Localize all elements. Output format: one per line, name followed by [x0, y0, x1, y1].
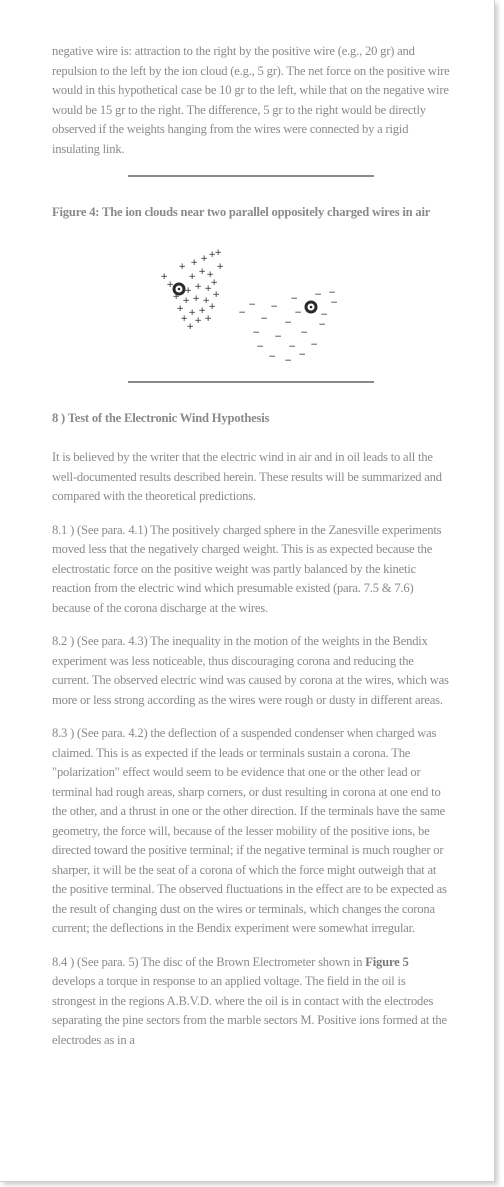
figure-5-reference: Figure 5 [365, 954, 409, 969]
negative-ion: − [298, 349, 306, 360]
paragraph-8-4-start: 8.4 ) (See para. 5) The disc of the Brown Electrometer shown in [52, 954, 366, 969]
positive-ion: + [188, 271, 196, 282]
negative-ion: − [238, 307, 246, 318]
figure-caption: Figure 4: The ion clouds near two parallel oppositely charged wires in air [52, 205, 431, 219]
positive-ion: + [172, 291, 180, 302]
negative-ion: − [294, 307, 302, 318]
negative-ion: − [252, 327, 260, 338]
positive-wire [174, 284, 184, 294]
positive-ion: + [214, 247, 222, 258]
positive-ion: + [160, 271, 168, 282]
positive-ion: + [208, 301, 216, 312]
ion-cloud-diagram [52, 229, 452, 379]
positive-ion: + [176, 303, 184, 314]
negative-ion: − [320, 309, 328, 320]
paragraph-8-3: 8.3 ) (See para. 4.2) the deflection of a suspended condenser when charged was claimed. This is as expected if the leads or terminals sustain a corona. The "polarization" effect would seem to be evidence that one or the other lead or terminal had rough areas, sharp corners, or dust resulting in corona at one end to the other, and a thrust in one or the other direction. If the terminals have the same geometry, the force will, because of the lesser mobility of the positive ions, be directed toward the positive terminal; if the negative terminal is much rougher or sharper, it will be the seat of a corona of which the force might outweigh that at the positive terminal. The observed fluctuations in the effect are to be expected as the result of changing dust on the wires or terminals, which changes the corona current; the deflections in the Bendix experiment were somewhat irregular. [52, 726, 447, 935]
paragraph-8-4 [52, 953, 452, 1051]
positive-ion: + [210, 277, 218, 288]
positive-ion: + [202, 295, 210, 306]
negative-ion: − [300, 327, 308, 338]
positive-ion: + [190, 257, 198, 268]
positive-ion: + [178, 261, 186, 272]
positive-ion: + [180, 313, 188, 324]
positive-ion: + [212, 289, 220, 300]
positive-ion: + [216, 261, 224, 272]
negative-ion: − [256, 341, 264, 352]
paragraph-8-2: 8.2 ) (See para. 4.3) The inequality in the motion of the weights in the Bendix experiment was less noticeable, thus discouraging corona and reducing the current. The observed electric wind was caused by corona at the wires, which was more or less strong according as the wires were rough or dusty in different areas. [52, 634, 449, 707]
divider-bottom [128, 381, 374, 383]
negative-ion: − [270, 301, 278, 312]
negative-ion: − [310, 339, 318, 350]
positive-ion: + [182, 295, 190, 306]
negative-ion: − [314, 289, 322, 300]
positive-ion: + [166, 279, 174, 290]
negative-ion: − [260, 313, 268, 324]
negative-ion: − [318, 319, 326, 330]
positive-ion: + [206, 269, 214, 280]
positive-ion: + [186, 321, 194, 332]
positive-ion: + [188, 307, 196, 318]
negative-ion: − [274, 331, 282, 342]
positive-ion: + [208, 249, 216, 260]
positive-ion: + [192, 293, 200, 304]
negative-ion: − [284, 355, 292, 366]
positive-ion: + [194, 281, 202, 292]
paragraph-belief: It is believed by the writer that the electric wind in air and in oil leads to all the well-documented results described herein. These results will be summarized and compared with the theoretical predictions. [52, 450, 442, 503]
figure-ion-clouds [52, 229, 452, 379]
negative-ion: − [284, 317, 292, 328]
positive-ion: + [194, 315, 202, 326]
divider-top [128, 175, 374, 177]
negative-ion: − [290, 293, 298, 304]
positive-ion-cloud [160, 248, 223, 332]
document-content [52, 42, 452, 1064]
negative-ion: − [268, 351, 276, 362]
positive-ion: + [198, 266, 206, 277]
paragraph-intro: negative wire is: attraction to the right by the positive wire (e.g., 20 gr) and repulsion to the left by the ion cloud (e.g., 5 gr). The net force on the positive wire would in this hypothetical case be 10 gr to the left, while that on the negative wire would be 15 gr to the right. The difference, 5 gr to the right would be directly observed if the weights hanging from the wires were connected by a rigid insulating link. [52, 44, 450, 156]
positive-ion: + [198, 305, 206, 316]
negative-ion: − [288, 341, 296, 352]
negative-wire [306, 302, 316, 312]
section-title: 8 ) Test of the Electronic Wind Hypothesis [52, 410, 270, 425]
positive-ion: + [204, 313, 212, 324]
positive-ion: + [184, 285, 192, 296]
negative-ion: − [328, 287, 336, 298]
positive-ion: + [200, 253, 208, 264]
negative-ion: − [248, 299, 256, 310]
paragraph-8-1: 8.1 ) (See para. 4.1) The positively charged sphere in the Zanesville experiments moved less that the negatively charged weight. This is as expected because the electrostatic force on the positive weight was partly balanced by the kinetic reaction from the electric wind which presumable existed (para. 7.5 & 7.6) because of the corona discharge at the wires. [52, 522, 442, 615]
paragraph-8-4-end: develops a torque in response to an applied voltage. The field in the oil is strongest in the regions A.B.V.D. where the oil is in contact with the electrodes separating the pine sectors from the marble sectors M. Positive ions formed at the electrodes as in a [52, 974, 447, 1047]
negative-ion-cloud [238, 288, 337, 366]
positive-ion: + [204, 283, 212, 294]
negative-ion: − [330, 297, 338, 308]
